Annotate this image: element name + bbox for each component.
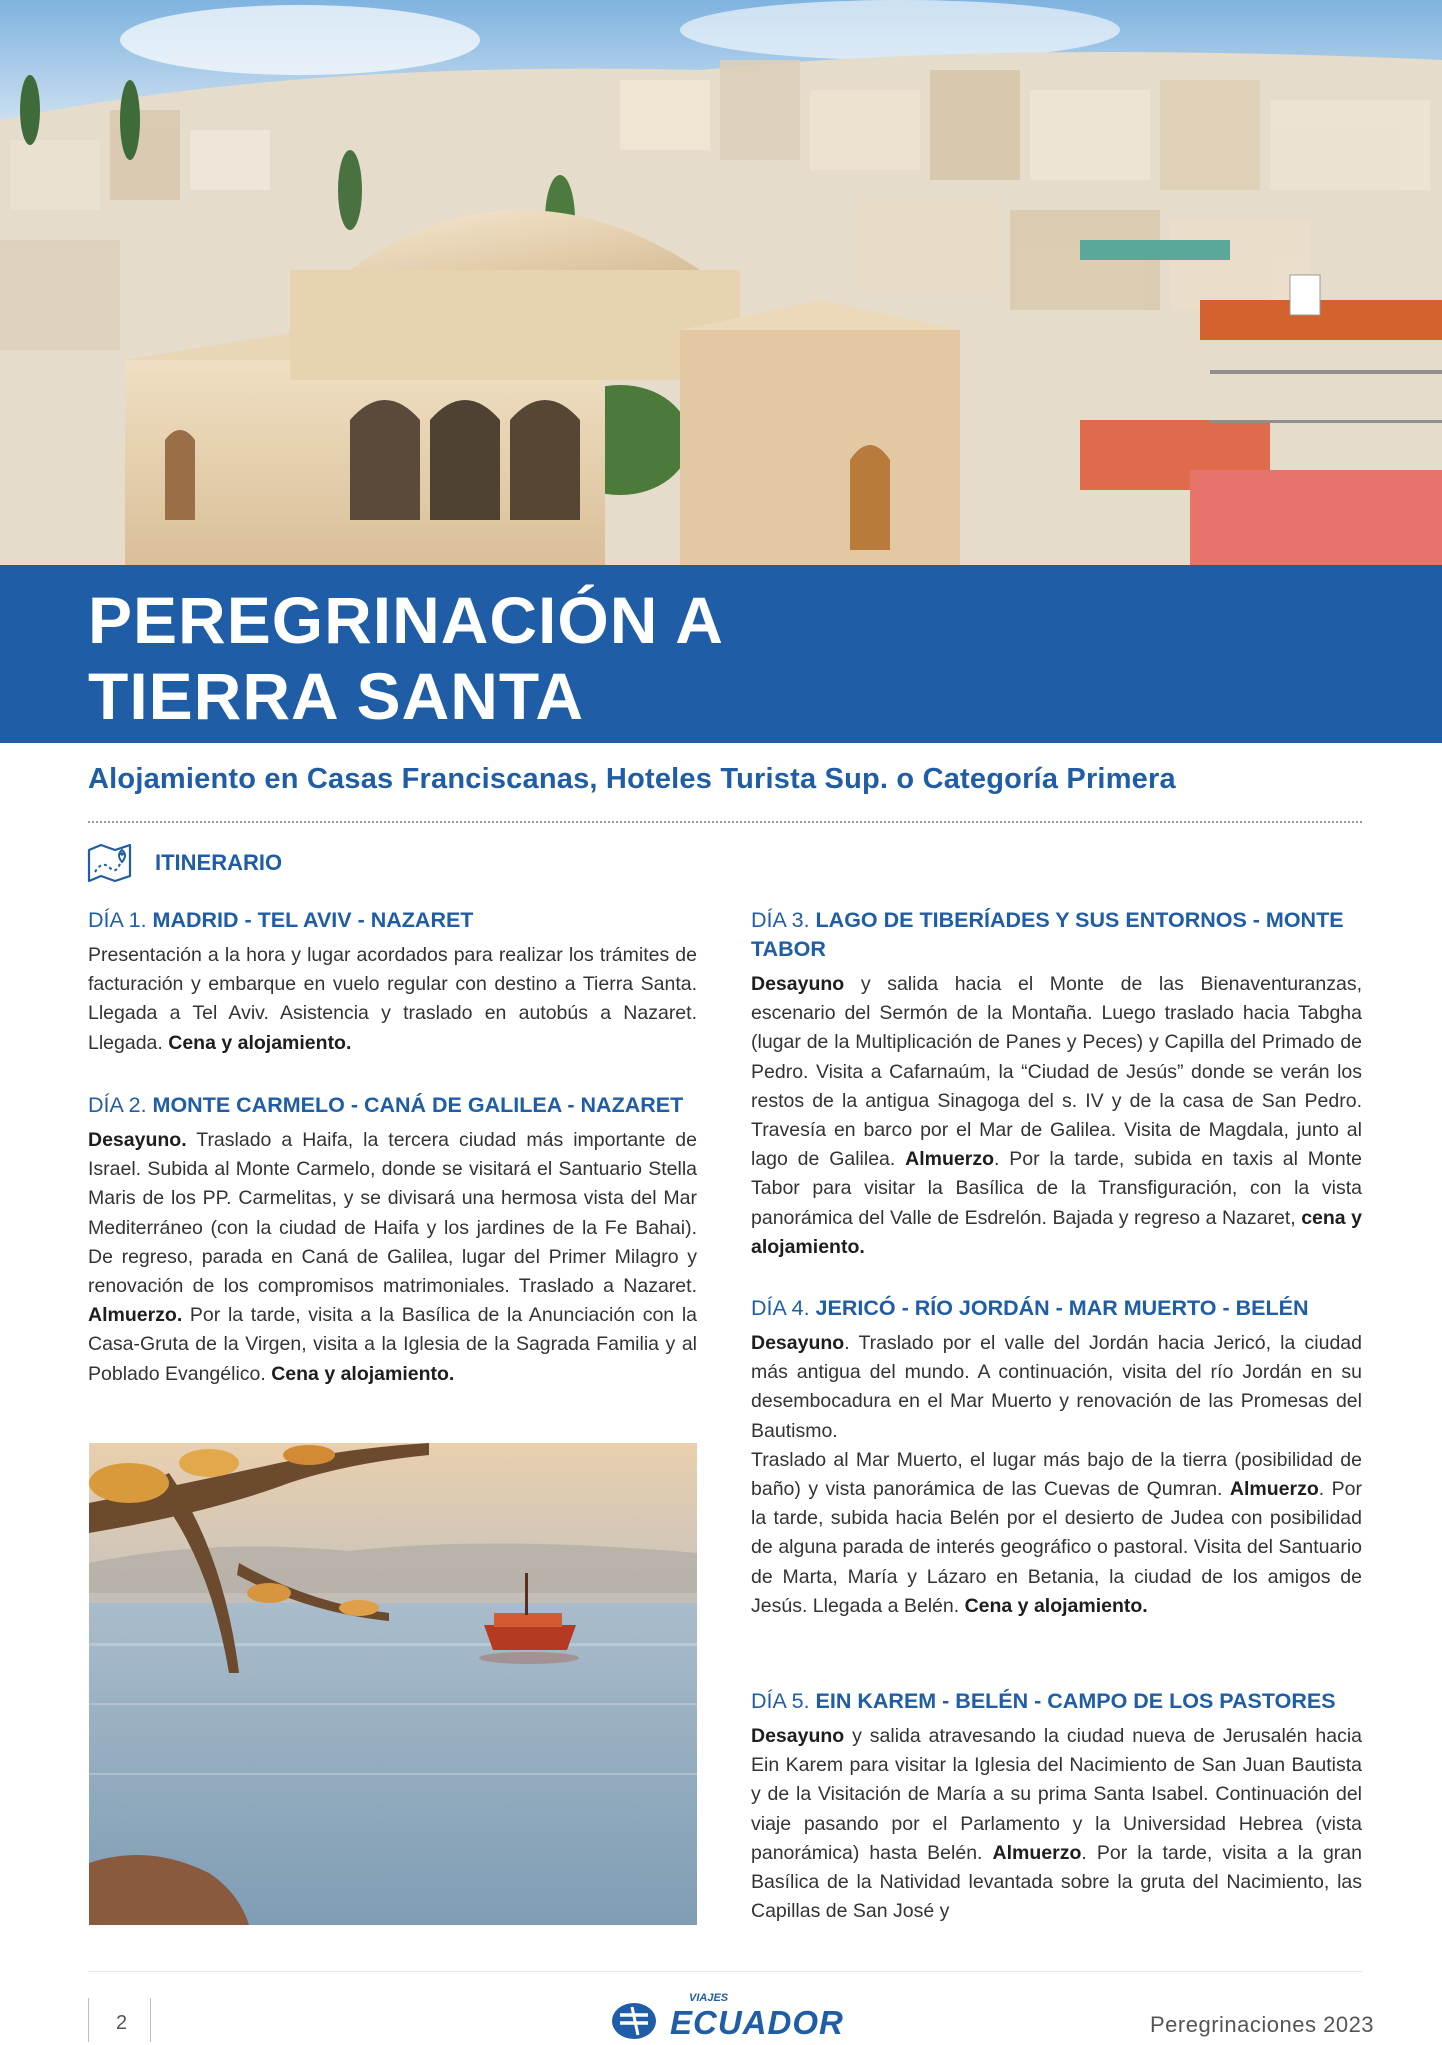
day-number: DÍA 3. [751,908,810,932]
title-line-2: TIERRA SANTA [88,659,584,733]
bold-text: Cena y alojamiento. [964,1594,1148,1617]
text-run: . Por la tarde, subida en taxis al Monte Tabor para visitar la Basílica de la Transfiguración, con la vista panorámica del Valle de Esdrelón. Bajada y regreso a Nazaret, [751,1148,1362,1229]
day-title: JERICÓ - RÍO JORDÁN - MAR MUERTO - BELÉN [815,1296,1309,1320]
day-title: MADRID - TEL AVIV - NAZARET [152,908,474,932]
day-heading [751,1687,1362,1716]
hero-photo-nazareth [0,0,1442,565]
day-heading [88,906,697,935]
bold-text: Cena y alojamiento. [168,1031,352,1054]
day-3 [751,906,1362,1262]
text-run: Traslado a Haifa, la tercera ciudad más importante de Israel. Subida al Monte Carmelo, donde se visitará el Santuario Stella Maris de los PP. Carmelitas, y se divisará una hermosa vista del Mar Mediterráneo (con la ciudad de Haifa y los jardines de la Fe Bahai). De regreso, parada en Caná de Galilea, lugar del Primer Milagro y renovación de los compromisos matrimoniales. Traslado a Nazaret. [88,1129,697,1298]
dotted-divider [88,821,1362,823]
day-heading [88,1091,697,1120]
bold-text: Desayuno [751,1332,845,1354]
title-line-1: PEREGRINACIÓN A [88,583,724,657]
bold-text: Cena y alojamiento. [271,1362,455,1385]
day-title: LAGO DE TIBERÍADES Y SUS ENTORNOS - MONTE TABOR [751,908,1344,961]
footer-divider [88,1971,1362,1972]
sea-of-galilee-photo [89,1443,697,1925]
text-run: Por la tarde, visita a la Basílica de la Anunciación con la Casa-Gruta de la Virgen, visita a la Iglesia de la Sagrada Familia y al Poblado Evangélico. [88,1304,697,1385]
day-description [751,1329,1362,1621]
map-route-icon [86,842,134,884]
bold-text: Desayuno [751,973,845,995]
text-run: . Por la tarde, subida hacia Belén por el desierto de Judea con posibilidad de alguna parada de interés geográfico o pastoral. Visita del Santuario de Marta, María y Lázaro en Betania, la ciudad de los amigos de Jesús. Llegada a Belén. [751,1478,1362,1617]
day-5 [751,1687,1362,1926]
text-run: Presentación a la hora y lugar acordados para realizar los trámites de facturación y embarque en vuelo regular con destino a Tierra Santa. Llegada a Tel Aviv. Asistencia y traslado en autobús a Nazaret. Llegada. [88,944,697,1054]
day-heading [751,906,1362,964]
bold-text: cena y alojamiento. [751,1206,1362,1258]
bold-text: Almuerzo [992,1841,1082,1864]
brand-small: VIAJES [689,1992,729,2004]
text-run: . Por la tarde, visita a la gran Basílica de la Natividad levantada sobre la gruta del Nacimiento, las Capillas de San José y [751,1841,1362,1923]
day-description [88,1126,697,1389]
day-title: EIN KAREM - BELÉN - CAMPO DE LOS PASTORES [815,1689,1336,1713]
day-description [751,1722,1362,1926]
day-description [751,970,1362,1262]
day-4 [751,1294,1362,1621]
page-number-bar-right [150,1998,151,2042]
brand-name: ECUADOR [670,2004,844,2041]
day-number: DÍA 2. [88,1093,147,1117]
day-1 [88,906,697,1058]
lake-illustration [89,1443,697,1925]
page-number: 2 [116,2012,128,2034]
accommodation-subtitle: Alojamiento en Casas Franciscanas, Hoteles Turista Sup. o Categoría Primera [88,763,1176,795]
day-description [88,941,697,1058]
page-number-bar-left [88,1998,89,2042]
bold-text: Almuerzo. [88,1304,183,1327]
bold-text: Desayuno. [88,1129,187,1151]
day-2 [88,1091,697,1389]
bold-text: Desayuno [751,1725,845,1747]
page-title [88,582,724,734]
catalog-name: Peregrinaciones 2023 [1150,2012,1375,2037]
day-number: DÍA 4. [751,1296,810,1320]
section-label: ITINERARIO [155,850,283,875]
bold-text: Almuerzo [1229,1478,1319,1501]
day-number: DÍA 1. [88,908,147,932]
day-heading [751,1294,1362,1323]
hero-illustration [0,0,1442,565]
bold-text: Almuerzo [905,1148,994,1171]
day-number: DÍA 5. [751,1689,810,1713]
text-run: . Traslado por el valle del Jordán hacia Jericó, la ciudad más antigua del mundo. A continuación, visita del río Jordán en su desembocadura en el Mar Muerto y renovación de las Promesas del Bautismo. [751,1332,1362,1442]
text-run: Traslado al Mar Muerto, el lugar más bajo de la tierra (posibilidad de baño) y vista panorámica de las Cuevas de Qumran. [751,1448,1362,1501]
day-title: MONTE CARMELO - CANÁ DE GALILEA - NAZARET [152,1093,684,1117]
text-run: y salida hacia el Monte de las Bienaventuranzas, escenario del Sermón de la Montaña. Luego traslado hacia Tabgha (lugar de la Multiplicación de Panes y Peces) y Capilla del Primado de Pedro. Visita a Cafarnaúm, la “Ciudad de Jesús” donde se verán los restos de la antigua Sinagoga del s. IV y de la casa de San Pedro. Travesía en barco por el Mar de Galilea. Visita de Magdala, junto al lago de Galilea. [751,973,1362,1171]
text-run: y salida atravesando la ciudad nueva de Jerusalén hacia Ein Karem para visitar la Iglesia del Nacimiento de San Juan Bautista y de la Visitación de María a su prima Santa Isabel. Continuación del viaje pasando por el Parlamento y la Universidad Hebrea (vista panorámica) hasta Belén. [751,1725,1362,1864]
